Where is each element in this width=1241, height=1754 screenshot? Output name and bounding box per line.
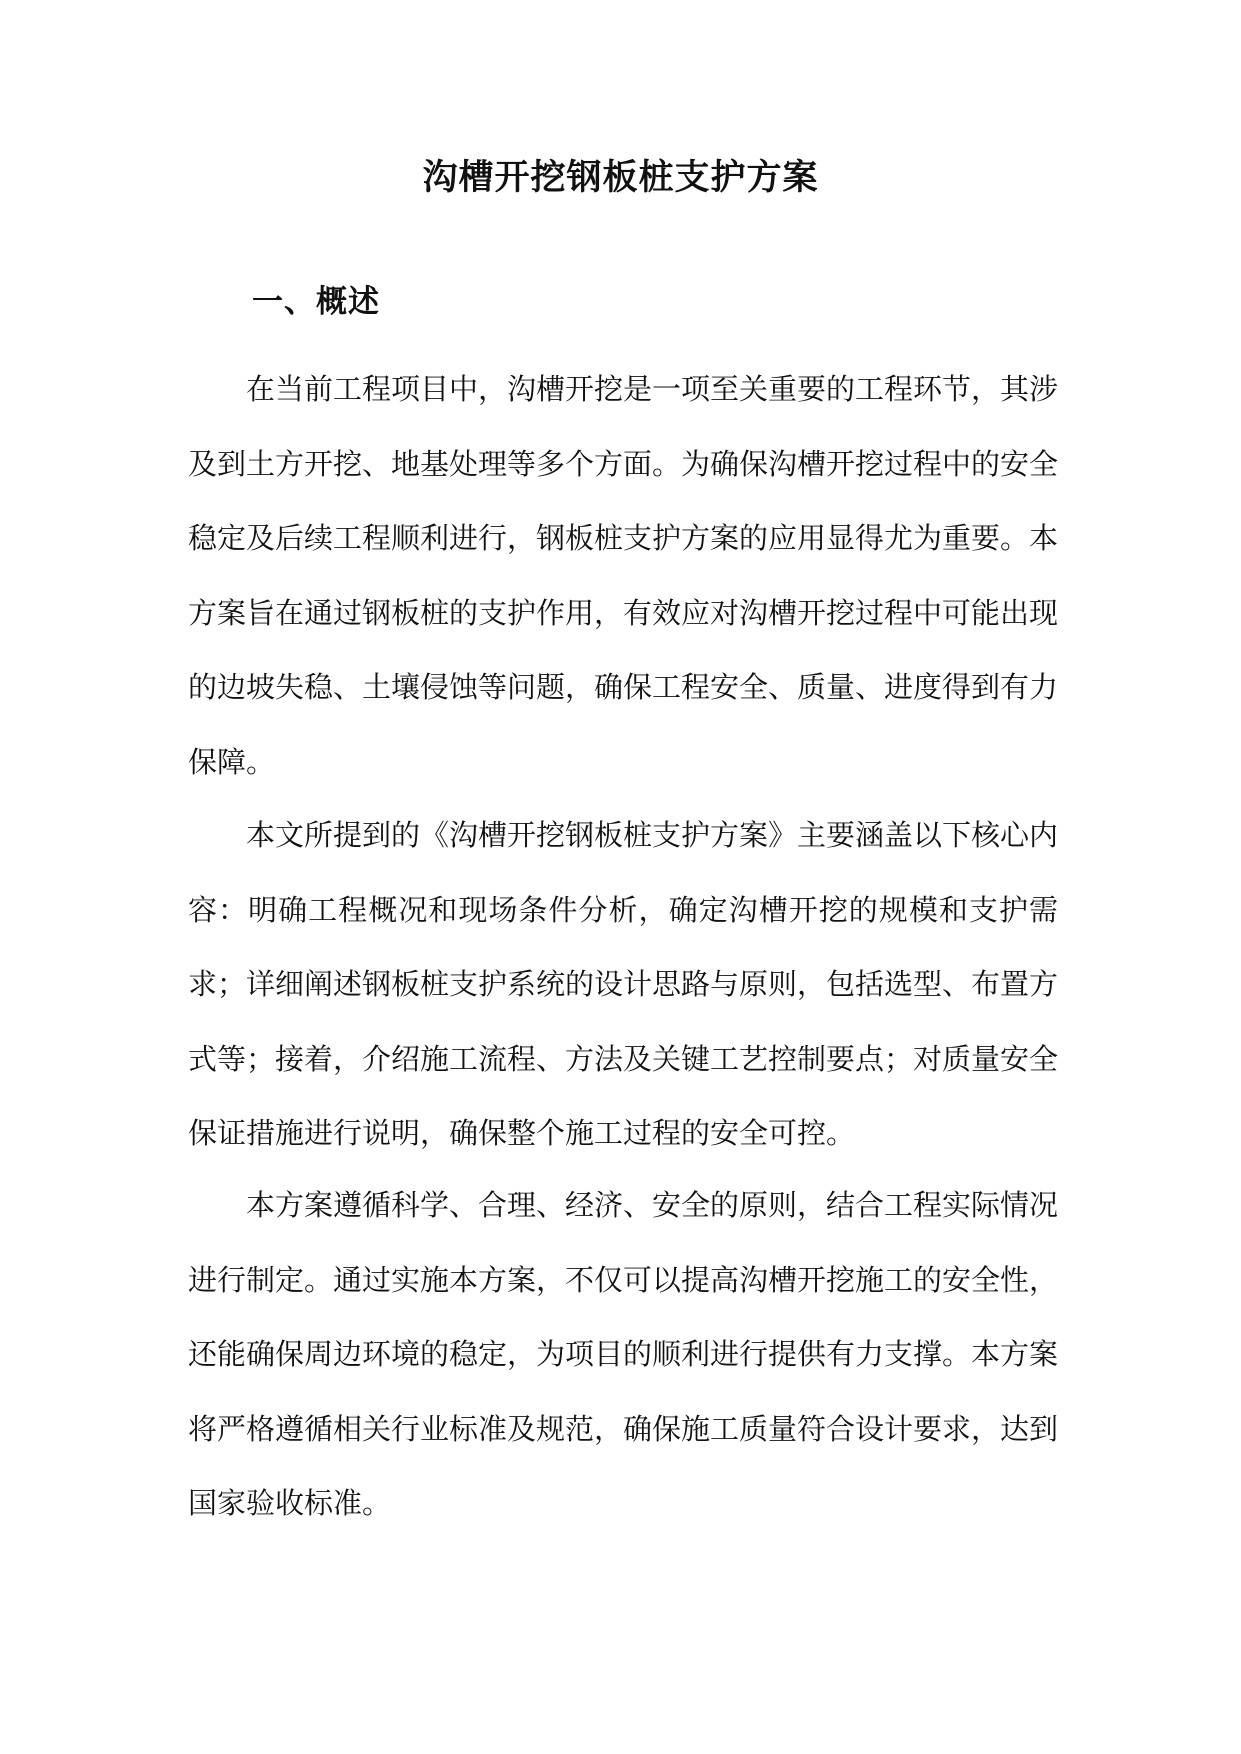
body-paragraph: 本文所提到的《沟槽开挖钢板桩支护方案》主要涵盖以下核心内容：明确工程概况和现场条件分析，确定沟槽开挖的规模和支护需求；详细阐述钢板桩支护系统的设计思路与原则，包括选型、布置方式等；接着，介绍施工流程、方法及关键工艺控制要点；对质量安全保证措施进行说明，确保整个施工过程的安全可控。	[188, 818, 1059, 1150]
body-paragraph: 在当前工程项目中，沟槽开挖是一项至关重要的工程环节，其涉及到土方开挖、地基处理等多个方面。为确保沟槽开挖过程中的安全稳定及后续工程顺利进行，钢板桩支护方案的应用显得尤为重要。本方案旨在通过钢板桩的支护作用，有效应对沟槽开挖过程中可能出现的边坡失稳、土壤侵蚀等问题，确保工程安全、质量、进度得到有力保障。	[188, 372, 1059, 779]
body-paragraph: 本方案遵循科学、合理、经济、安全的原则，结合工程实际情况进行制定。通过实施本方案，不仅可以提高沟槽开挖施工的安全性，还能确保周边环境的稳定，为项目的顺利进行提供有力支撑。本方案将严格遵循相关行业标准及规范，确保施工质量符合设计要求，达到国家验收标准。	[188, 1188, 1059, 1520]
section-heading-overview: 一、概述	[252, 284, 380, 320]
document-title: 沟槽开挖钢板桩支护方案	[422, 157, 819, 198]
